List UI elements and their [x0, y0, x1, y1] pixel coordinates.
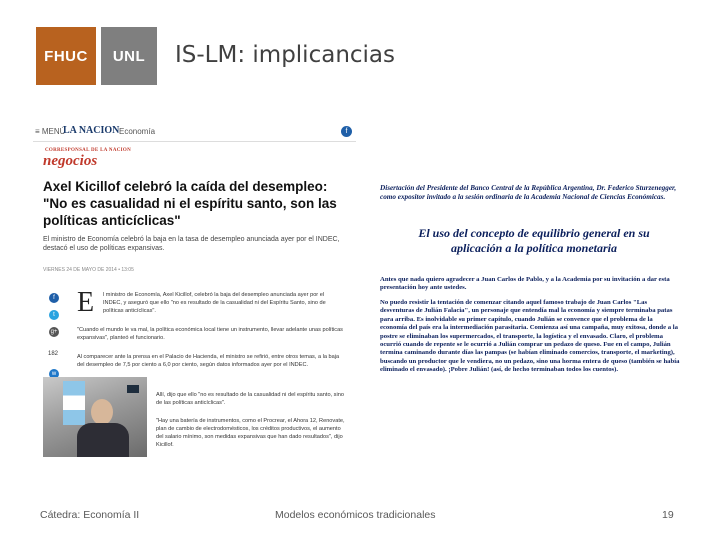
article-paragraph: Al comparecer ante la prensa en el Palacio de Hacienda, el ministro se refirió, entre otros temas, a la baja del desempleo de 7,5 por ciento a 6,0 por ciento, según datos informados ayer por el INDEC.: [77, 354, 340, 368]
footer-course: Cátedra: Economía II: [40, 509, 140, 521]
article-paragraph: Allí, dijo que ello "no es resultado de la casualidad ni del espíritu santo, sino de las políticas anticíclicas".: [156, 392, 344, 406]
person-head: [91, 399, 113, 425]
article-paragraph: "Cuando el mundo le va mal, la política económica local tiene un instrumento, llevar adelante unas políticas expansivas", planteó el funcionario.: [77, 327, 343, 341]
share-google-icon[interactable]: g+: [50, 329, 58, 335]
unl-logo: UNL: [101, 27, 157, 85]
facebook-icon[interactable]: f: [341, 126, 352, 137]
share-count: 182: [48, 351, 59, 357]
article-paragraph: l ministro de Economía, Axel Kicillof, celebró la baja del desempleo anunciada ayer por el INDEC, y aseguró que ello "no es resultado de la casualidad ni del Espíritu Santo, sino de políticas anticíclicas".: [103, 292, 326, 314]
article-byline: VIERNES 24 DE MAYO DE 2014 • 13:05: [43, 267, 134, 273]
newspaper-topbar: [33, 121, 356, 142]
dropcap: E: [77, 287, 95, 318]
person-suit: [77, 423, 129, 457]
slide-title: IS-LM: implicancias: [175, 42, 396, 68]
footer-topic: Modelos económicos tradicionales: [275, 509, 436, 521]
section-label: Economía: [119, 127, 156, 136]
argentina-flag-icon: [63, 381, 85, 425]
share-facebook-icon[interactable]: f: [49, 293, 59, 303]
share-twitter-icon[interactable]: t: [49, 310, 59, 320]
article-paragraph: "Hay una batería de instrumentos, como el Procrear, el Ahora 12, Renovate, plan de cambio de electrodomésticos, los créditos productivos, el aumento del salario mínimo, son medidas expansivas que han dado resultados", dijo Kicillof.: [156, 418, 345, 448]
article-headline: Axel Kicillof celebró la caída del desempleo: "No es casualidad ni el espíritu santo, son las políticas anticíclicas": [43, 179, 337, 228]
supplement-kicker: CORRESPONSAL DE LA NACION: [45, 148, 131, 153]
speech-paragraph: Antes que nada quiero agradecer a Juan Carlos de Pablo, y a la Academia por su invitación a dar esta presentación hoy ante ustedes.: [380, 276, 670, 292]
page-number: 19: [662, 509, 674, 521]
news-clipping-la-nacion: [33, 121, 356, 464]
speech-intro: Disertación del Presidente del Banco Central de la República Argentina, Dr. Federico Sturzenegger, como expositor invitado a la sesión ordinaria de la Academia Nacional de Ciencias Económicas.: [380, 184, 677, 201]
speech-paragraph: No puedo resistir la tentación de comenzar citando aquel famoso trabajo de Juan Carlos "Las desventuras de Julián Falacia", un personaje que entendía mal la economía y siempre terminaba patas para arriba. Es inolvidable su primer capítulo, cuando Julián se convence que el problema de la economía del país era la intermediación parasitaria. Comienza así una campaña, muy exitosa, donde a la postre se eliminaban los supermercados, el transporte, la logística y el envasado. Claro, el problema ocurrió cuando de repente se le ocurrió a Julián comprar un pedazo de queso. Fue en el campo, Julián termina caminando durante días las pampas (se habían eliminado comercios, transporte, el marketing), buscando un productor que le vendiera, no un pedazo, sino una horma entera de queso (también se había eliminado el envasado). ¡Pobre Julián! (así, de hecho terminaban todos los cuentos).: [380, 299, 680, 374]
bcra-speech-clipping: [374, 178, 689, 418]
share-whatsapp-icon[interactable]: w: [49, 369, 59, 379]
kicillof-photo: [43, 377, 147, 457]
newspaper-brand: LA NACION: [63, 125, 120, 136]
supplement-logo: [43, 148, 131, 170]
microphone-icon: [127, 385, 139, 393]
supplement-name: negocios: [43, 153, 98, 169]
menu-button[interactable]: ≡ MENÚ: [35, 127, 66, 136]
speech-title: El uso del concepto de equilibrio general en su aplicación a la política monetaria: [418, 226, 650, 255]
article-lede: El ministro de Economía celebró la baja en la tasa de desempleo anunciada ayer por el INDEC, destacó el uso de políticas expansivas.: [43, 236, 340, 252]
fhuc-logo: FHUC: [36, 27, 96, 85]
